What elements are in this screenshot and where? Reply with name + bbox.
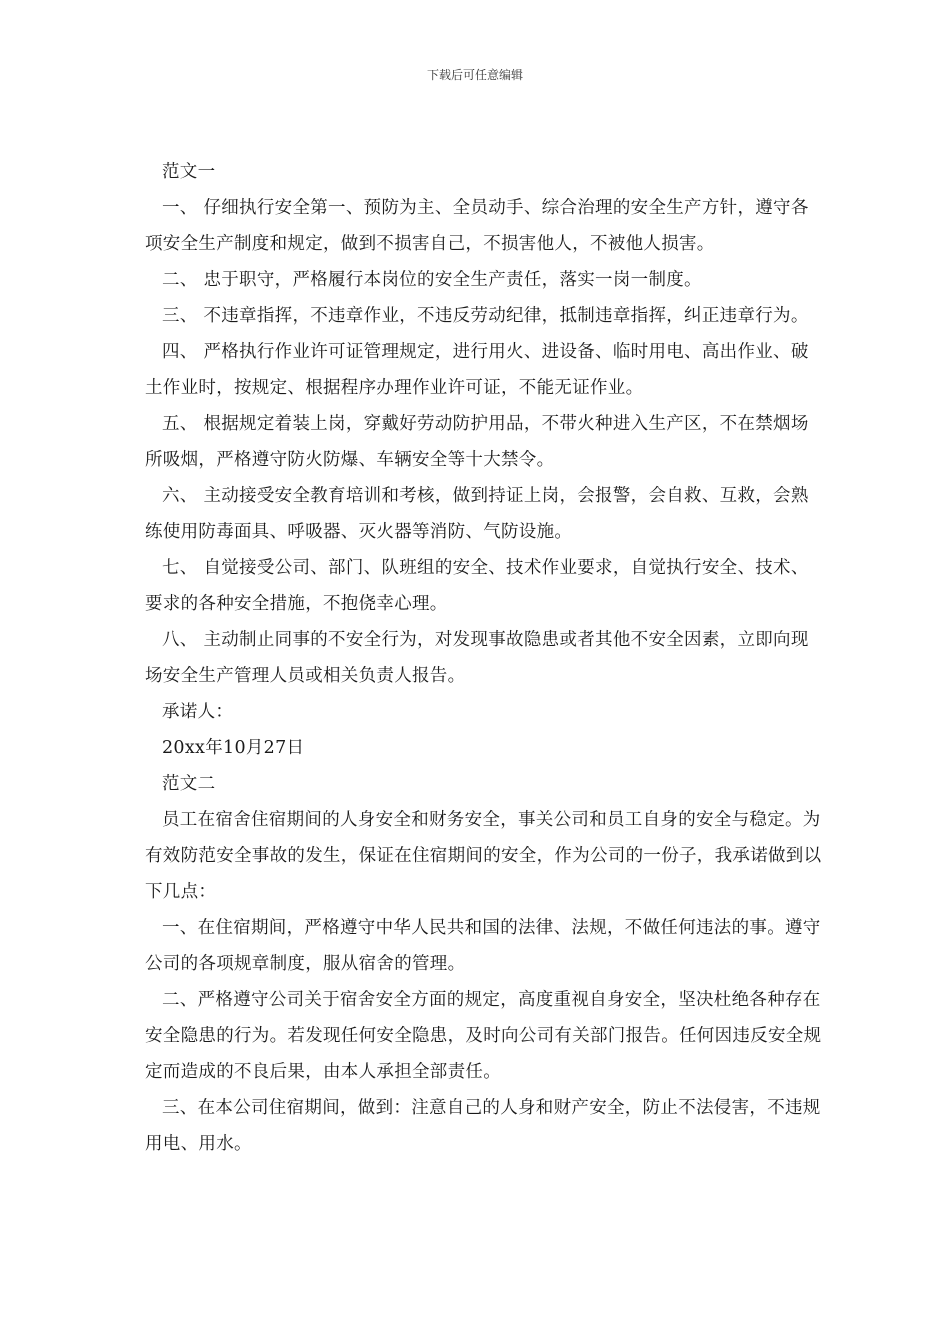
paragraph: 员工在宿舍住宿期间的人身安全和财务安全，事关公司和员工自身的安全与稳定。为有效防范安全事故的发生，保证在住宿期间的安全，作为公司的一份子，我承诺做到以下几点： <box>145 810 822 902</box>
paragraph: 一、 仔细执行安全第一、预防为主、全员动手、综合治理的安全生产方针，遵守各项安全生产制度和规定，做到不损害自己，不损害他人，不被他人损害。 <box>145 198 809 254</box>
document-body <box>145 154 825 1162</box>
paragraph: 五、 根据规定着装上岗，穿戴好劳动防护用品，不带火种进入生产区，不在禁烟场所吸烟，严格遵守防火防爆、车辆安全等十大禁令。 <box>145 414 809 470</box>
paragraph: 六、 主动接受安全教育培训和考核，做到持证上岗，会报警，会自救、互救，会熟练使用防毒面具、呼吸器、灭火器等消防、气防设施。 <box>145 486 809 542</box>
section-title-1: 范文一 <box>162 162 216 182</box>
page-header: 下载后可任意编辑 <box>426 68 523 82</box>
paragraph: 二、 忠于职守，严格履行本岗位的安全生产责任，落实一岗一制度。 <box>162 270 702 290</box>
section-title-2: 范文二 <box>162 774 216 794</box>
date-line: 20xx年10月27日 <box>162 738 305 758</box>
paragraph: 八、 主动制止同事的不安全行为，对发现事故隐患或者其他不安全因素，立即向现场安全生产管理人员或相关负责人报告。 <box>145 630 809 686</box>
paragraph: 七、 自觉接受公司、部门、队班组的安全、技术作业要求，自觉执行安全、技术、要求的各种安全措施，不抱侥幸心理。 <box>145 558 809 614</box>
paragraph: 一、在住宿期间，严格遵守中华人民共和国的法律、法规，不做任何违法的事。遵守公司的各项规章制度，服从宿舍的管理。 <box>145 918 821 974</box>
paragraph: 二、严格遵守公司关于宿舍安全方面的规定，高度重视自身安全，坚决杜绝各种存在安全隐患的行为。若发现任何安全隐患，及时向公司有关部门报告。任何因违反安全规定而造成的不良后果，由本人承担全部责任。 <box>145 990 822 1082</box>
paragraph: 四、 严格执行作业许可证管理规定，进行用火、进设备、临时用电、高出作业、破土作业时，按规定、根据程序办理作业许可证，不能无证作业。 <box>145 342 809 398</box>
signatory-label: 承诺人： <box>162 702 234 722</box>
paragraph: 三、在本公司住宿期间，做到：注意自己的人身和财产安全，防止不法侵害，不违规用电、用水。 <box>145 1098 821 1154</box>
paragraph: 三、 不违章指挥，不违章作业，不违反劳动纪律，抵制违章指挥，纠正违章行为。 <box>162 306 809 326</box>
